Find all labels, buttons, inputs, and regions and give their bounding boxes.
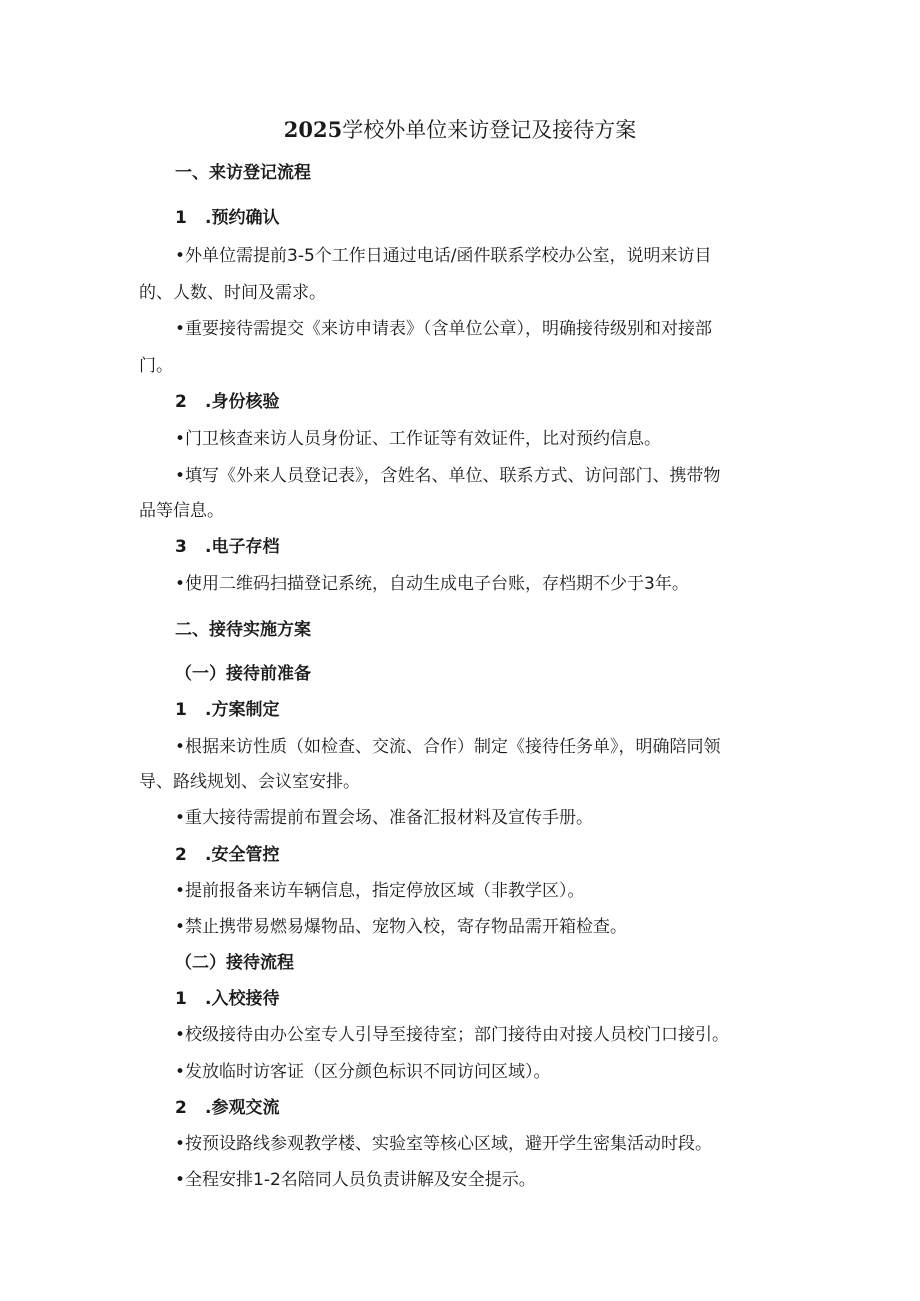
paragraph-line: •按预设路线参观教学楼、实验室等核心区域，避开学生密集活动时段。 <box>175 1134 713 1154</box>
item-label: .方案制定 <box>205 700 280 720</box>
subsection-heading-preparation: （一）接待前准备 <box>175 664 311 684</box>
item-label: .身份核验 <box>205 392 280 412</box>
title-year: 2025 <box>283 117 343 142</box>
item-label: .参观交流 <box>205 1098 280 1118</box>
item-number: 3 <box>175 537 187 557</box>
item-appointment <box>175 207 279 229</box>
section-heading-registration: 一、来访登记流程 <box>175 163 311 183</box>
title-text: 学校外单位来访登记及接待方案 <box>342 118 637 142</box>
paragraph-line: 的、人数、时间及需求。 <box>139 283 326 303</box>
item-number: 1 <box>175 989 187 1009</box>
item-number: 1 <box>175 700 187 720</box>
paragraph-line: •全程安排1-2名陪同人员负责讲解及安全提示。 <box>175 1170 536 1190</box>
item-label: .安全管控 <box>205 845 280 865</box>
paragraph-line: •重大接待需提前布置会场、准备汇报材料及宣传手册。 <box>175 808 594 828</box>
item-plan <box>175 699 279 721</box>
paragraph-line: •根据来访性质（如检查、交流、合作）制定《接待任务单》，明确陪同领 <box>175 737 721 757</box>
item-label: .电子存档 <box>205 537 280 557</box>
item-identity-check <box>175 391 279 413</box>
item-number: 2 <box>175 1098 187 1118</box>
paragraph-line: •禁止携带易燃易爆物品、宠物入校，寄存物品需开箱检查。 <box>175 917 628 937</box>
item-entry-reception <box>175 988 279 1010</box>
paragraph-line: •填写《外来人员登记表》，含姓名、单位、联系方式、访问部门、携带物 <box>175 466 721 486</box>
item-label: .预约确认 <box>205 208 280 228</box>
paragraph-line: •外单位需提前3-5个工作日通过电话/函件联系学校办公室，说明来访目 <box>175 246 712 266</box>
document-title <box>0 116 920 144</box>
section-heading-reception: 二、接待实施方案 <box>175 620 311 640</box>
paragraph-line: •校级接待由办公室专人引导至接待室；部门接待由对接人员校门口接引。 <box>175 1025 730 1045</box>
item-number: 1 <box>175 208 187 228</box>
paragraph-line: 门。 <box>139 356 173 376</box>
item-number: 2 <box>175 845 187 865</box>
paragraph-line: 导、路线规划、会议室安排。 <box>139 772 360 792</box>
item-safety-control <box>175 844 279 866</box>
paragraph-line: •发放临时访客证（区分颜色标识不同访问区域）。 <box>175 1062 551 1082</box>
paragraph-line: •提前报备来访车辆信息，指定停放区域（非教学区）。 <box>175 881 585 901</box>
paragraph-line: •使用二维码扫描登记系统，自动生成电子台账，存档期不少于3年。 <box>175 574 689 594</box>
paragraph-line: •门卫核查来访人员身份证、工作证等有效证件，比对预约信息。 <box>175 429 662 449</box>
item-number: 2 <box>175 392 187 412</box>
item-visit-exchange <box>175 1097 279 1119</box>
item-electronic-archive <box>175 536 279 558</box>
subsection-heading-process: （二）接待流程 <box>175 953 294 973</box>
paragraph-line: •重要接待需提交《来访申请表》（含单位公章），明确接待级别和对接部 <box>175 319 713 339</box>
item-label: .入校接待 <box>205 989 280 1009</box>
paragraph-line: 品等信息。 <box>139 501 224 521</box>
